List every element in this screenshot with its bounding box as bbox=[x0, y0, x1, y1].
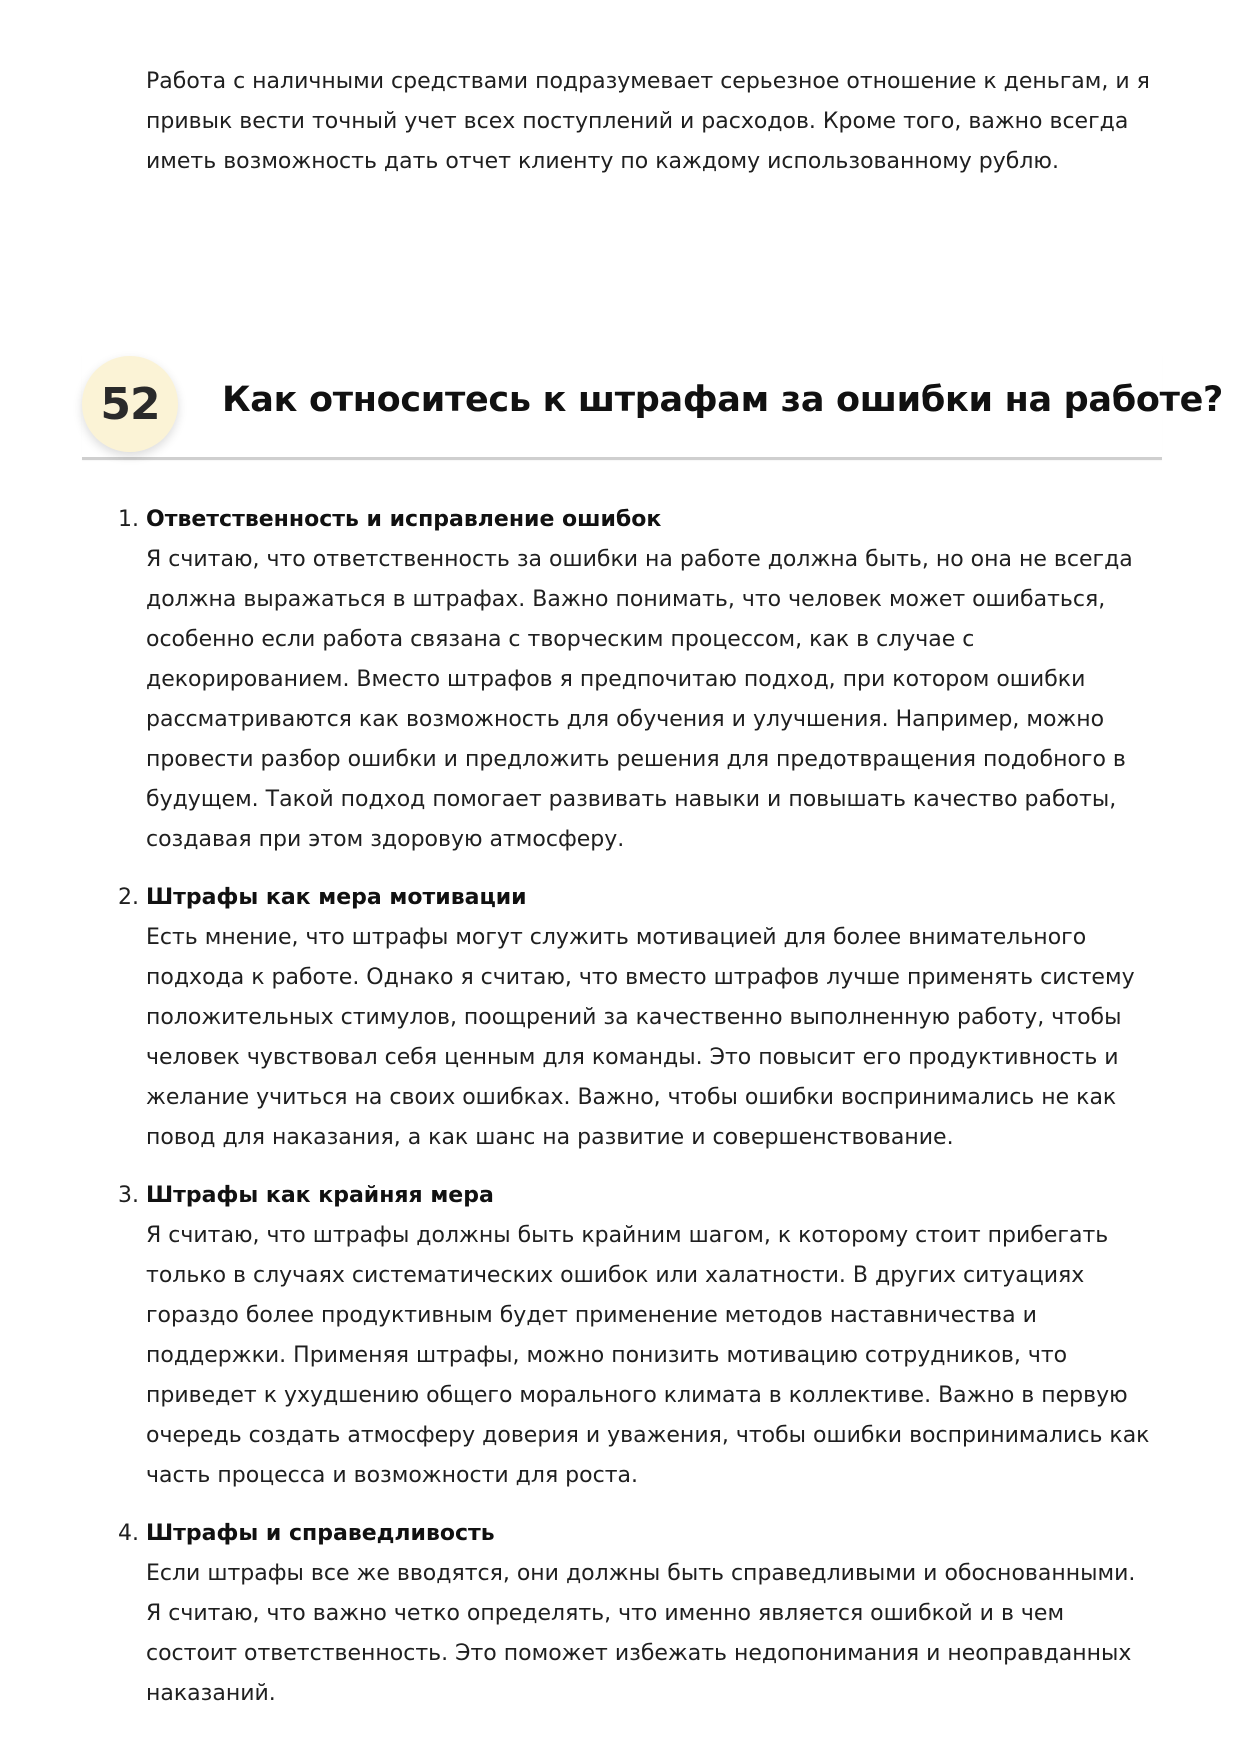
item-heading: Штрафы как крайняя мера bbox=[146, 1183, 494, 1208]
item-number: 1. bbox=[118, 507, 139, 532]
item-text: Я считаю, что ответственность за ошибки на работе должна быть, но она не всегда должна выражаться в штрафах. Важно понимать, что человек может ошибаться, особенно если работа связана с творческим процессом, как в случае с декорированием. Вместо штрафов я предпочитаю подход, при котором ошибки рассматриваются как возможность для обучения и улучшения. Например, можно провести разбор ошибки и предложить решения для предотвращения подобного в будущем. Такой подход помогает развивать навыки и повышать качество работы, создавая при этом здоровую атмосферу. bbox=[146, 547, 1133, 852]
list-item bbox=[118, 878, 1156, 1158]
question-number-badge: 52 bbox=[82, 356, 178, 452]
item-heading: Штрафы и справедливость bbox=[146, 1521, 495, 1546]
item-number: 3. bbox=[118, 1183, 139, 1208]
item-heading: Штрафы как мера мотивации bbox=[146, 885, 527, 910]
item-number: 4. bbox=[118, 1521, 139, 1546]
answer-list bbox=[118, 500, 1156, 1732]
question-header bbox=[82, 355, 1224, 460]
item-heading: Ответственность и исправление ошибок bbox=[146, 507, 662, 532]
item-text: Если штрафы все же вводятся, они должны быть справедливыми и обоснованными. Я считаю, что важно четко определять, что именно является ошибкой и в чем состоит ответственность. Это поможет избежать недопонимания и неоправданных наказаний. bbox=[146, 1561, 1136, 1706]
intro-paragraph: Работа с наличными средствами подразумевает серьезное отношение к деньгам, и я привык вести точный учет всех поступлений и расходов. Кроме того, важно всегда иметь возможность дать отчет клиенту по каждому использованному рублю. bbox=[146, 69, 1150, 174]
list-item bbox=[118, 1514, 1156, 1714]
list-item bbox=[118, 1176, 1156, 1496]
item-number: 2. bbox=[118, 885, 139, 910]
item-text: Я считаю, что штрафы должны быть крайним шагом, к которому стоит прибегать только в случаях систематических ошибок или халатности. В других ситуациях гораздо более продуктивным будет применение методов наставничества и поддержки. Применяя штрафы, можно понизить мотивацию сотрудников, что приведет к ухудшению общего морального климата в коллективе. Важно в первую очередь создать атмосферу доверия и уважения, чтобы ошибки воспринимались как часть процесса и возможности для роста. bbox=[146, 1223, 1150, 1488]
question-title: Как относитесь к штрафам за ошибки на работе? bbox=[222, 380, 1224, 420]
item-text: Есть мнение, что штрафы могут служить мотивацией для более внимательного подхода к работе. Однако я считаю, что вместо штрафов лучше применять систему положительных стимулов, поощрений за качественно выполненную работу, чтобы человек чувствовал себя ценным для команды. Это повысит его продуктивность и желание учиться на своих ошибках. Важно, чтобы ошибки воспринимались не как повод для наказания, а как шанс на развитие и совершенствование. bbox=[146, 925, 1135, 1150]
list-item bbox=[118, 500, 1156, 860]
